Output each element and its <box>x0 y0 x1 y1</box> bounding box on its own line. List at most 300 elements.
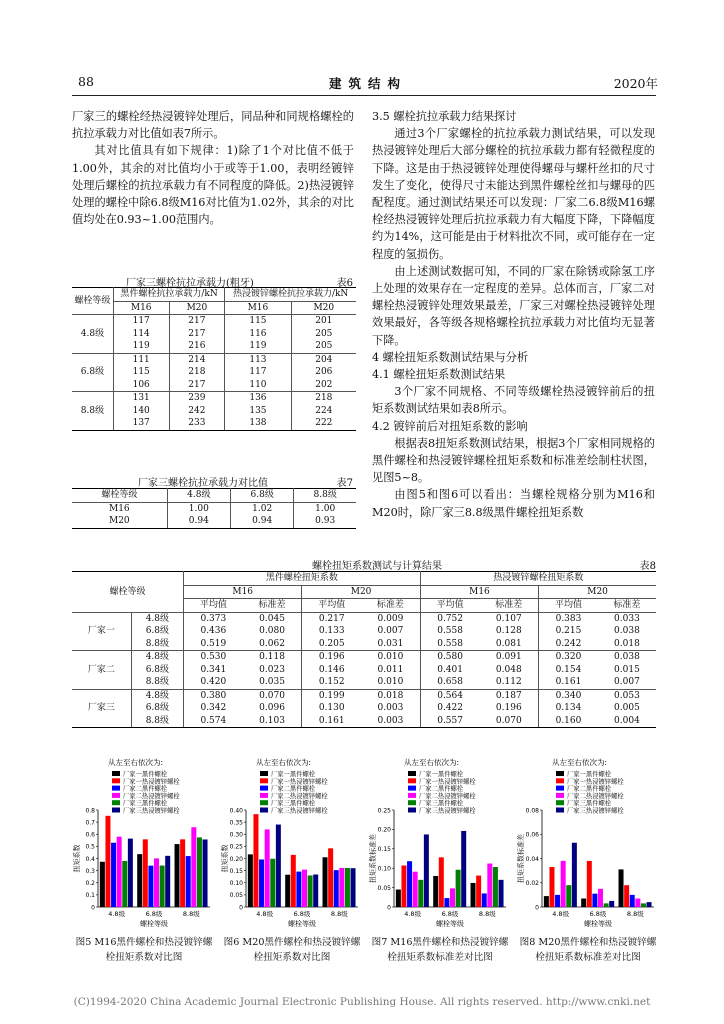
bar <box>313 875 318 907</box>
figure6-chart <box>218 755 366 930</box>
bar <box>424 834 429 907</box>
legend-swatch <box>112 786 120 791</box>
table-cell: 0.422 <box>437 703 463 713</box>
table-row <box>72 702 656 715</box>
table-label: 表8 <box>639 561 656 572</box>
y-tick-label: 0.5 <box>85 843 95 851</box>
bar <box>197 837 202 907</box>
table-row <box>72 515 356 528</box>
table6-caption <box>116 274 353 288</box>
bar <box>285 875 290 907</box>
y-axis-label: 扭矩系数 <box>221 844 229 873</box>
table-title: 厂家三螺栓抗拉承载力对比值 <box>138 478 268 489</box>
table-cell: 0.199 <box>318 690 345 701</box>
paragraph: 通过3个厂家螺栓的抗拉承载力测试结果，可以发现热浸镀锌处理后大部分螺栓的抗拉承载力都有轻微程度的下降。这是由于热浸镀锌处理使得螺母与螺杆丝扣的尺寸发生了变化，使得尺寸未能达到黑件螺栓丝扣与螺母的匹配程度。通过测试结果还可以发现：厂家二6.8级M16螺栓经热浸镀锌处理后抗拉承载力有大幅度下降，下降幅度约为14%，这可能是由于材料批次不同，或可能存在一定程度的氢损伤。 <box>372 127 655 261</box>
table-cell: 0.242 <box>539 638 598 651</box>
table-cell: 4.8级 <box>131 612 183 625</box>
x-axis-label: 螺栓等级 <box>436 920 464 928</box>
table-cell: 8.8级 <box>131 638 183 651</box>
table-cell: 202 <box>291 379 356 392</box>
table-cell: 6.8级 <box>131 625 183 638</box>
y-tick-label: 0.06 <box>525 831 539 839</box>
table-row <box>72 638 656 651</box>
legend-title: 从左至右依次为: <box>108 758 164 767</box>
table-cell: 0.530 <box>200 652 227 662</box>
running-header <box>78 74 658 92</box>
figure6-caption: 图6 M20黑件螺栓和热浸镀锌螺栓扭矩系数对比图 <box>223 937 361 963</box>
left-column-text <box>72 108 354 228</box>
y-axis-label: 扭矩系数标准差 <box>369 834 377 883</box>
table-cell: 平均值 <box>539 599 598 613</box>
bar <box>111 843 116 907</box>
bar <box>407 861 412 907</box>
bar <box>624 885 629 907</box>
table-cell: 131 <box>113 392 169 405</box>
legend-swatch <box>260 808 268 813</box>
table-cell: 螺栓等级 <box>72 288 113 315</box>
table-row <box>72 328 356 341</box>
table-cell: 0.205 <box>302 638 361 651</box>
table-cell: 0.373 <box>200 613 227 624</box>
bar <box>351 868 356 907</box>
bar <box>186 856 191 907</box>
table-cell: 0.070 <box>243 689 302 702</box>
table-cell: 0.048 <box>479 664 538 677</box>
table-row <box>72 502 356 515</box>
figure5-caption: 图5 M16黑件螺栓和热浸镀锌螺栓扭矩系数对比图 <box>75 937 213 963</box>
table-cell: 0.103 <box>243 715 302 728</box>
copyright-footer: (C)1994-2020 China Academic Journal Electronic Publishing House. All rights reserved. http://www.cnki.net <box>73 996 651 1008</box>
table7-caption <box>116 474 353 488</box>
legend-swatch <box>260 786 268 791</box>
y-tick-label: 0.2 <box>85 880 95 888</box>
table-cell: 0.112 <box>479 676 538 689</box>
table-cell: 138 <box>225 417 291 430</box>
x-tick-label: 6.8级 <box>441 910 459 918</box>
bar <box>248 854 253 907</box>
table-title: 螺栓扭矩系数测试与计算结果 <box>312 561 442 572</box>
table-cell: M16 <box>420 585 538 599</box>
table-cell: 黑件螺栓抗拉承载力/kN <box>113 288 224 302</box>
y-tick-label: 0.02 <box>525 880 539 888</box>
table-row <box>72 366 356 379</box>
table-cell: 217 <box>169 315 225 328</box>
table-cell: 标准差 <box>243 599 302 613</box>
legend-swatch <box>260 800 268 805</box>
table-row <box>72 715 656 728</box>
section-heading: 4.2 镀锌前后对扭矩系数的影响 <box>372 419 528 433</box>
figure8-caption: 图8 M20黑件螺栓和热浸镀锌螺栓扭矩系数标准差对比图 <box>519 937 657 963</box>
table-cell: 4.8级 <box>131 651 183 664</box>
table-cell: 239 <box>169 392 225 405</box>
table-cell: 0.436 <box>200 626 227 636</box>
table-cell: 0.091 <box>479 651 538 664</box>
section-heading: 3.5 螺栓抗拉承载力结果探讨 <box>372 110 517 123</box>
table-cell: 1.00 <box>315 503 336 514</box>
y-tick-label: 0.20 <box>229 855 243 863</box>
bar <box>253 814 258 907</box>
table-cell: 0.196 <box>479 702 538 715</box>
table-row <box>72 288 356 302</box>
table-row <box>72 340 356 353</box>
legend-swatch <box>112 793 120 798</box>
legend-swatch <box>408 808 416 813</box>
y-tick-label: 0.10 <box>229 880 243 888</box>
section-heading: 4.1 螺栓扭矩系数测试结果 <box>372 368 506 382</box>
table-cell: 206 <box>315 367 333 377</box>
bar <box>444 898 449 907</box>
table-cell: 0.160 <box>539 715 598 728</box>
table8 <box>72 571 656 728</box>
bar <box>630 895 635 907</box>
table-cell: 螺栓等级 <box>72 572 184 613</box>
table-cell: 1.00 <box>167 502 230 515</box>
x-axis-label: 螺栓等级 <box>140 920 168 928</box>
table-cell: 0.342 <box>200 703 227 713</box>
paragraph: 3个厂家不同规格、不同等级螺栓热浸镀锌前后的扭矩系数测试结果如表8所示。 <box>372 385 655 416</box>
table-cell: 6.8级 <box>231 489 294 503</box>
table-row <box>72 651 656 664</box>
table-cell: 0.009 <box>361 612 420 625</box>
section-heading: 4 螺栓扭矩系数测试结果与分析 <box>372 350 529 364</box>
bar <box>604 903 609 907</box>
legend-swatch <box>408 793 416 798</box>
table-cell: 0.380 <box>200 690 227 701</box>
y-tick-label: 0.10 <box>377 865 391 873</box>
table-cell: 6.8级 <box>131 702 183 715</box>
y-tick-label: 0.05 <box>229 892 243 900</box>
table-cell: 0.018 <box>598 638 656 651</box>
y-tick-label: 0.08 <box>525 807 539 815</box>
bar <box>413 872 418 907</box>
table-cell: 0.107 <box>479 612 538 625</box>
legend-swatch <box>112 778 120 783</box>
table-cell: 螺栓等级 <box>72 489 167 503</box>
y-tick-label: 0 <box>91 904 95 912</box>
table-cell: 224 <box>315 405 333 416</box>
bar <box>137 854 142 907</box>
table-cell: 0.340 <box>555 690 582 701</box>
legend-label: 厂家二黑件螺栓 <box>123 785 168 793</box>
legend-swatch <box>408 778 416 783</box>
y-tick-label: 0.4 <box>85 855 95 863</box>
y-tick-label: 0 <box>387 904 391 912</box>
figure8-chart <box>514 755 662 930</box>
table-cell: 8.8级 <box>294 489 356 503</box>
bar <box>456 870 461 907</box>
table-cell: 0.128 <box>479 625 538 638</box>
legend-label: 厂家二黑件螺栓 <box>271 785 316 793</box>
y-tick-label: 0.25 <box>229 843 243 851</box>
table-cell: M20 <box>72 515 167 528</box>
bar <box>561 861 566 907</box>
table-cell: 厂家一 <box>72 612 131 651</box>
table-cell: 0.564 <box>437 690 463 701</box>
paragraph: 由图5和图6可以看出：当螺栓规格分别为M16和M20时，除厂家三8.8级黑件螺栓扭矩系数 <box>372 488 655 519</box>
y-tick-label: 0.35 <box>229 819 243 827</box>
bar <box>482 893 487 907</box>
table-cell: 0.196 <box>318 652 345 662</box>
y-tick-label: 0.7 <box>85 819 95 827</box>
table-cell: 110 <box>225 379 291 392</box>
bar <box>499 880 504 907</box>
table-cell: 8.8级 <box>131 676 183 689</box>
bar <box>450 888 455 907</box>
table-cell: 0.045 <box>243 612 302 625</box>
issue-year: 2020年 <box>613 76 658 91</box>
bar <box>581 899 586 907</box>
table-cell: 标准差 <box>479 599 538 613</box>
legend-label: 厂家二热浸镀锌螺栓 <box>271 792 328 800</box>
legend-label: 厂家一黑件螺栓 <box>567 771 612 778</box>
bar <box>641 903 646 907</box>
table-cell: 217 <box>169 328 225 341</box>
paragraph: 由上述测试数据可知，不同的厂家在除锈或除氢工序上处理的效果存在一定程度的差异。总体而言，厂家二对螺栓热浸镀锌处理效果最差，厂家三对螺栓热浸镀锌处理效果最好，各等级各规格螺栓抗拉承载力对比值均无显著下降。 <box>372 264 655 347</box>
y-axis-label: 扭矩系数 <box>73 844 81 873</box>
table-cell: 0.519 <box>184 638 243 651</box>
table-cell: 8.8级 <box>72 392 113 431</box>
bar <box>401 865 406 907</box>
legend-swatch <box>556 786 564 791</box>
table-title: 厂家三螺栓抗拉承载力(粗牙) <box>126 278 254 289</box>
bar <box>128 839 133 907</box>
x-tick-label: 8.8级 <box>330 910 348 918</box>
bar <box>291 855 296 907</box>
bar <box>549 867 554 907</box>
table-cell: 8.8级 <box>131 715 183 728</box>
table-cell: 117 <box>225 366 291 379</box>
table-cell: 0.154 <box>555 664 582 675</box>
bar <box>566 885 571 907</box>
table-cell: 0.005 <box>614 703 640 713</box>
bar <box>160 866 165 907</box>
table-row <box>72 489 356 503</box>
y-tick-label: 0.15 <box>377 846 391 854</box>
table-cell: 热浸镀锌螺栓扭矩系数 <box>420 572 656 586</box>
table-cell: 0.010 <box>361 676 420 689</box>
table-cell: 0.015 <box>614 664 640 675</box>
table-cell: 平均值 <box>184 599 243 613</box>
table6 <box>72 287 356 431</box>
bar <box>619 869 624 907</box>
table-row <box>72 405 356 418</box>
legend-label: 厂家三黑件螺栓 <box>123 800 168 808</box>
table-row <box>72 664 656 677</box>
table-cell: M20 <box>539 585 656 599</box>
table-cell: 热浸镀锌螺栓抗拉承载力/kN <box>225 288 356 302</box>
table-cell: 116 <box>225 328 291 341</box>
table-row <box>72 612 656 625</box>
paragraph: 其对比值具有如下规律：1)除了1个对比值不低于1.00外，其余的对比值均小于或等于1.00，表明经镀锌处理后螺栓的抗拉承载力有不同程度的降低。2)热浸镀锌处理的螺栓中除6.8级M16对比值为1.02外，其余的对比值均处在0.93~1.00范围内。 <box>72 144 354 227</box>
table-cell: 140 <box>113 405 169 418</box>
table-cell: 标准差 <box>361 599 420 613</box>
table-cell: 137 <box>113 417 169 430</box>
y-tick-label: 0.25 <box>377 807 391 815</box>
table-cell: 0.558 <box>437 626 463 636</box>
table-cell: M20 <box>169 301 225 315</box>
bar <box>396 890 401 907</box>
x-tick-label: 4.8级 <box>404 910 422 918</box>
legend-label: 厂家三黑件螺栓 <box>567 800 612 808</box>
y-tick-label: 0 <box>239 904 243 912</box>
table-cell: 0.580 <box>437 652 463 662</box>
table-cell: 6.8级 <box>72 353 113 392</box>
table-cell: 标准差 <box>598 599 656 613</box>
table-cell: 115 <box>225 315 291 328</box>
bar <box>265 829 270 907</box>
table-cell: M16 <box>225 301 291 315</box>
bar <box>572 843 577 907</box>
table-cell: 0.031 <box>361 638 420 651</box>
table-cell: 0.420 <box>184 676 243 689</box>
table-row <box>72 301 356 315</box>
paragraph: 厂家三的螺栓经热浸镀锌处理后，同品种和同规格螺栓的抗拉承载力对比值如表7所示。 <box>72 110 354 141</box>
table-row <box>72 572 656 586</box>
bar <box>323 857 328 907</box>
table-cell: 0.93 <box>294 515 356 528</box>
bar <box>259 859 264 907</box>
y-axis-label: 扭矩系数标准差 <box>517 834 525 883</box>
bar <box>471 883 476 907</box>
bar <box>191 827 196 907</box>
y-tick-label: 0.04 <box>525 855 539 863</box>
y-tick-label: 0.6 <box>85 831 95 839</box>
table-cell: 119 <box>225 340 291 353</box>
table-cell: 平均值 <box>420 599 479 613</box>
bar <box>148 866 153 907</box>
bar <box>105 816 110 907</box>
legend-swatch <box>556 793 564 798</box>
y-tick-label: 0.3 <box>85 867 95 875</box>
table-cell: 0.033 <box>614 613 640 624</box>
bar <box>544 896 549 907</box>
table-cell: 0.118 <box>243 651 302 664</box>
table-cell: 平均值 <box>302 599 361 613</box>
table-row <box>72 379 356 392</box>
table-cell: 4.8级 <box>167 489 230 503</box>
legend-swatch <box>556 778 564 783</box>
y-tick-label: 0.8 <box>85 807 95 815</box>
bar <box>493 867 498 907</box>
table-row <box>72 392 356 405</box>
x-tick-label: 6.8级 <box>293 910 311 918</box>
table-cell: 0.401 <box>437 664 463 675</box>
legend-swatch <box>112 800 120 805</box>
table-cell: M16 <box>184 585 302 599</box>
legend-swatch <box>260 778 268 783</box>
legend-label: 厂家二热浸镀锌螺栓 <box>123 792 180 800</box>
x-axis-label: 螺栓等级 <box>288 920 316 928</box>
table-label: 表7 <box>336 478 353 489</box>
legend-swatch <box>408 771 416 776</box>
table-cell: 0.018 <box>361 689 420 702</box>
legend-title: 从左至右依次为: <box>404 758 460 767</box>
y-tick-label: 0.40 <box>229 807 243 815</box>
bar <box>175 844 180 907</box>
x-tick-label: 8.8级 <box>626 910 644 918</box>
bar <box>598 889 603 907</box>
y-tick-label: 0.1 <box>85 892 95 900</box>
table-cell: 114 <box>113 328 169 341</box>
bar <box>180 839 185 907</box>
legend-label: 厂家三热浸镀锌螺栓 <box>271 807 328 815</box>
x-tick-label: 4.8级 <box>552 910 570 918</box>
table-cell: 0.557 <box>420 715 479 728</box>
bar <box>476 876 481 907</box>
table-cell: 205 <box>291 340 356 353</box>
bar <box>461 831 466 907</box>
table-cell: 厂家三 <box>72 689 131 728</box>
legend-swatch <box>260 771 268 776</box>
table-row <box>72 353 356 366</box>
legend-label: 厂家三热浸镀锌螺栓 <box>567 807 624 815</box>
table-cell: 0.011 <box>361 664 420 677</box>
figure5-chart <box>70 755 218 930</box>
table-cell: 0.062 <box>243 638 302 651</box>
table-cell: 136 <box>225 392 291 405</box>
legend-label: 厂家三热浸镀锌螺栓 <box>419 807 476 815</box>
bar <box>433 876 438 907</box>
table-cell: M20 <box>291 301 356 315</box>
table-cell: 0.003 <box>361 715 420 728</box>
table-cell: M16 <box>113 301 169 315</box>
table-cell: 218 <box>169 366 225 379</box>
x-tick-label: 8.8级 <box>182 910 200 918</box>
bar <box>165 856 170 907</box>
legend-label: 厂家一黑件螺栓 <box>419 771 464 778</box>
table-cell: 4.8级 <box>131 689 183 702</box>
table-cell: 0.130 <box>318 703 345 713</box>
legend-label: 厂家二热浸镀锌螺栓 <box>419 792 476 800</box>
x-tick-label: 6.8级 <box>589 910 607 918</box>
bar <box>122 861 127 907</box>
figure7-chart <box>366 755 514 930</box>
table-cell: 0.007 <box>598 676 656 689</box>
table-cell: 0.004 <box>598 715 656 728</box>
bar <box>592 894 597 907</box>
bar <box>302 870 307 907</box>
legend-swatch <box>408 800 416 805</box>
bar <box>609 901 614 907</box>
table-cell: 0.187 <box>479 689 538 702</box>
table-row <box>72 689 656 702</box>
bar <box>334 870 339 907</box>
legend-label: 厂家三热浸镀锌螺栓 <box>123 807 180 815</box>
table-cell: 217 <box>169 379 225 392</box>
table-cell: 6.8级 <box>131 664 183 677</box>
legend-label: 厂家一热浸镀锌螺栓 <box>271 778 328 786</box>
bar <box>154 858 159 907</box>
bar <box>100 862 105 907</box>
legend-label: 厂家三黑件螺栓 <box>419 800 464 808</box>
table-cell: 0.035 <box>243 676 302 689</box>
bar <box>487 864 492 907</box>
table-cell: 0.038 <box>614 652 640 662</box>
legend-label: 厂家一黑件螺栓 <box>271 771 316 778</box>
y-tick-label: 0.20 <box>377 826 391 834</box>
table-cell: 0.010 <box>361 651 420 664</box>
table-cell: 233 <box>169 417 225 430</box>
legend-swatch <box>112 771 120 776</box>
bar <box>439 857 444 907</box>
table-cell: 0.133 <box>318 626 345 636</box>
table-cell: 0.096 <box>243 702 302 715</box>
table-cell: 0.023 <box>243 664 302 677</box>
table-cell: 0.161 <box>539 676 598 689</box>
legend-title: 从左至右依次为: <box>552 758 608 767</box>
x-tick-label: 8.8级 <box>478 910 496 918</box>
x-tick-label: 4.8级 <box>256 910 274 918</box>
